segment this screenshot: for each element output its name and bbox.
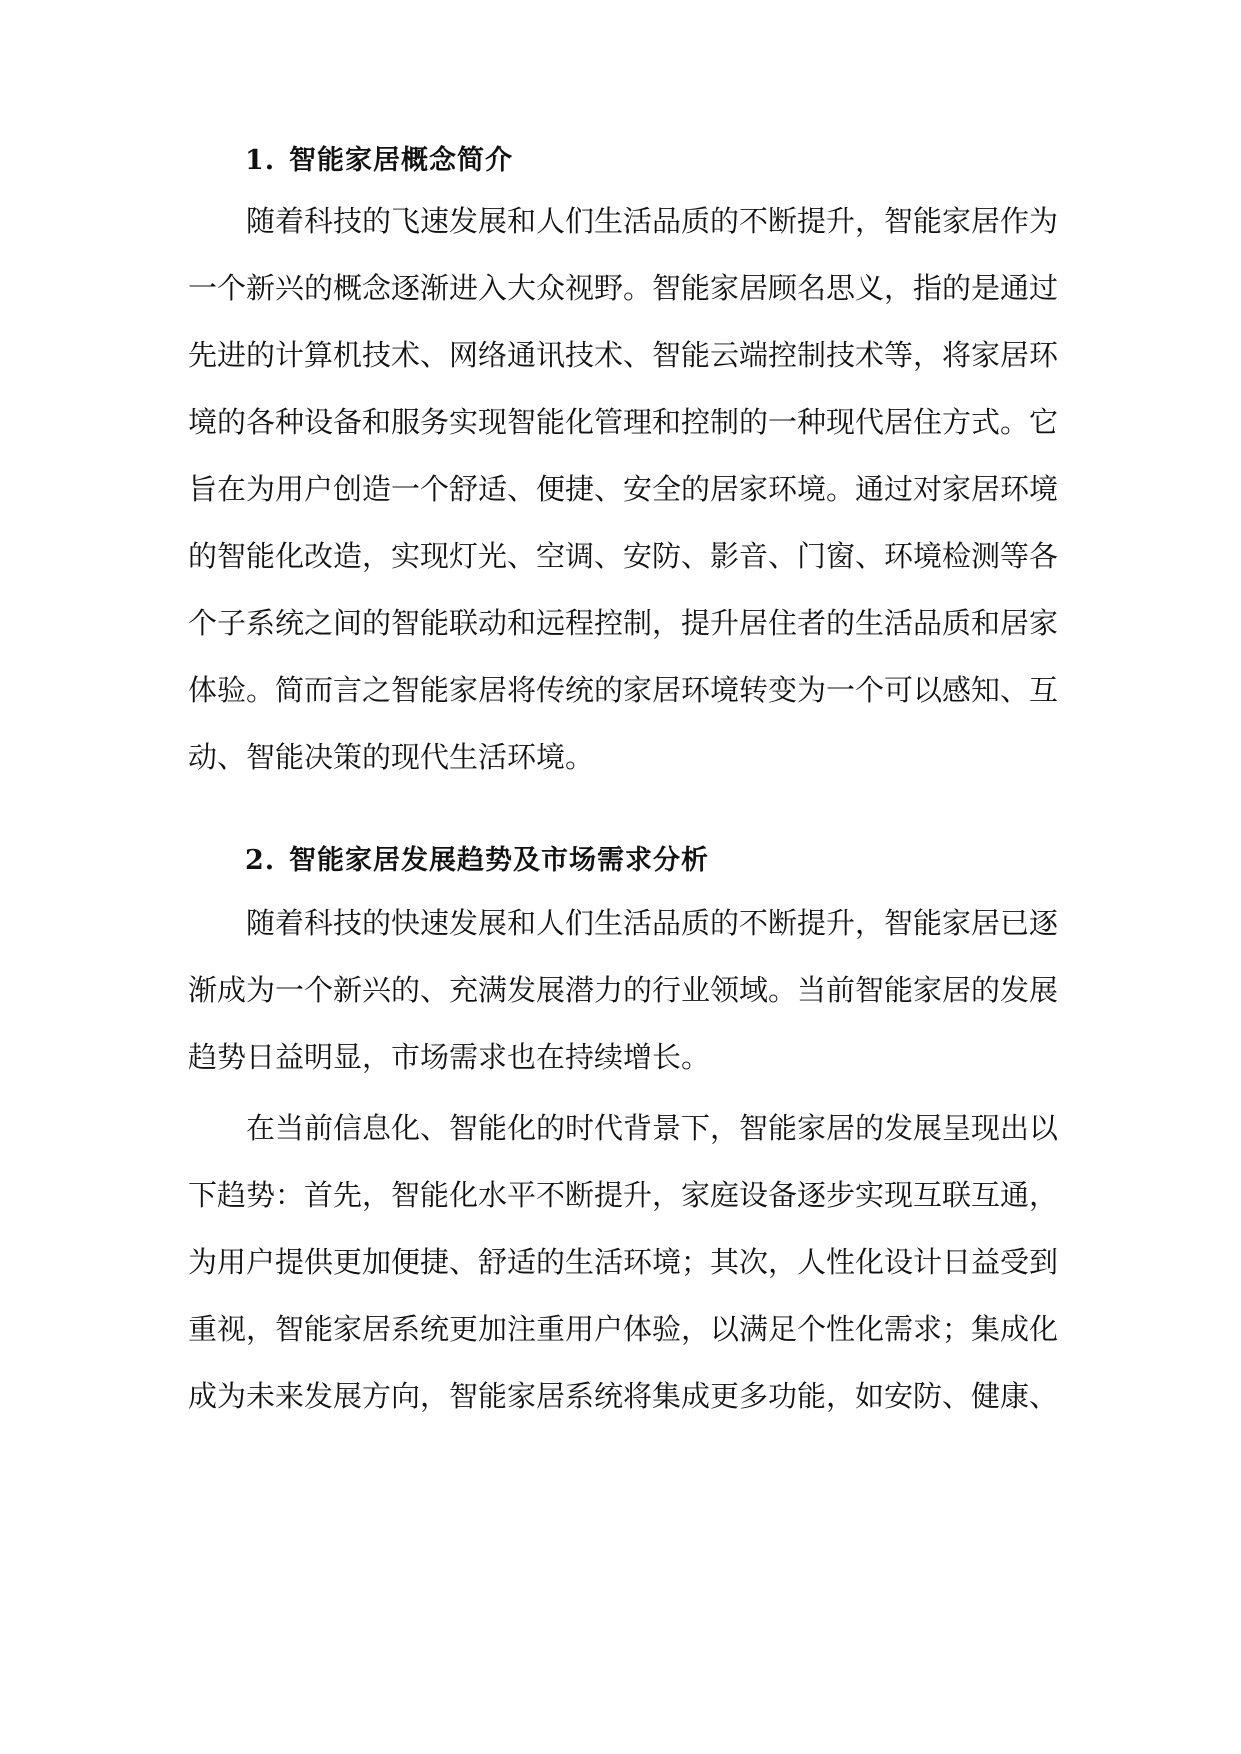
paragraph-line: 成为未来发展方向，智能家居系统将集成更多功能，如安防、健康、 (188, 1379, 1059, 1413)
section-title: 智能家居概念简介 (289, 145, 513, 176)
paragraph-line: 随着科技的飞速发展和人们生活品质的不断提升，智能家居作为 (246, 204, 1059, 238)
section-heading-2 (245, 838, 709, 877)
paragraph-line: 渐成为一个新兴的、充满发展潜力的行业领域。当前智能家居的发展 (188, 973, 1059, 1007)
paragraph-line: 的智能化改造，实现灯光、空调、安防、影音、门窗、环境检测等各 (188, 539, 1059, 573)
paragraph-line: 下趋势：首先，智能化水平不断提升，家庭设备逐步实现互联互通， (188, 1178, 1059, 1212)
paragraph-line: 体验。简而言之智能家居将传统的家居环境转变为一个可以感知、互 (188, 673, 1059, 707)
paragraph-line: 动、智能决策的现代生活环境。 (188, 740, 595, 774)
paragraph-line: 一个新兴的概念逐渐进入大众视野。智能家居顾名思义，指的是通过 (188, 271, 1059, 305)
section-number: 2. (245, 845, 276, 876)
section-heading-1 (245, 138, 513, 177)
paragraph-line: 旨在为用户创造一个舒适、便捷、安全的居家环境。通过对家居环境 (188, 472, 1059, 506)
paragraph-line: 在当前信息化、智能化的时代背景下，智能家居的发展呈现出以 (246, 1111, 1059, 1145)
paragraph-line: 趋势日益明显，市场需求也在持续增长。 (188, 1040, 711, 1074)
paragraph-line: 境的各种设备和服务实现智能化管理和控制的一种现代居住方式。它 (188, 405, 1059, 439)
paragraph-line: 先进的计算机技术、网络通讯技术、智能云端控制技术等，将家居环 (188, 338, 1059, 372)
paragraph-line: 随着科技的快速发展和人们生活品质的不断提升，智能家居已逐 (246, 906, 1059, 940)
paragraph-line: 重视，智能家居系统更加注重用户体验，以满足个性化需求；集成化 (188, 1312, 1059, 1346)
paragraph-line: 个子系统之间的智能联动和远程控制，提升居住者的生活品质和居家 (188, 606, 1059, 640)
section-number: 1. (245, 145, 276, 176)
section-title: 智能家居发展趋势及市场需求分析 (289, 845, 709, 876)
paragraph-line: 为用户提供更加便捷、舒适的生活环境；其次，人性化设计日益受到 (188, 1245, 1059, 1279)
